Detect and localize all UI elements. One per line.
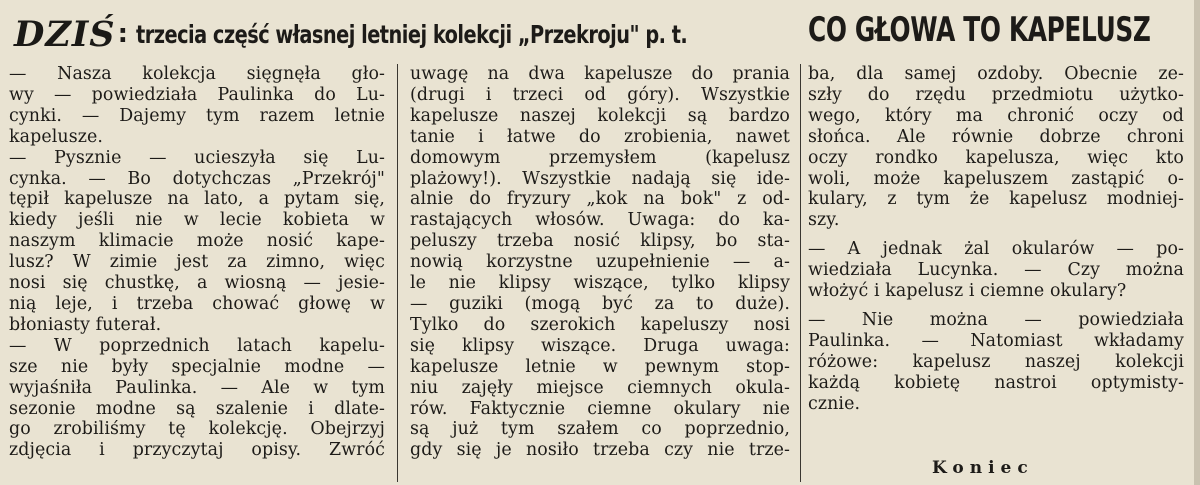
text-line: woli, może kapeluszem zastąpić o-: [808, 168, 1184, 189]
text-line: domowym przemysłem (kapelusz: [410, 147, 790, 168]
text-line: — Pysznie — ucieszyła się Lu-: [9, 147, 385, 168]
text-line: — guziki (mogą być za to duże).: [410, 293, 790, 314]
text-line: cynki. — Dajemy tym razem letnie: [9, 105, 385, 126]
text-line: kapelusze.: [9, 126, 103, 147]
text-line: [808, 302, 1184, 310]
text-line: nosi się chustkę, a wiosną — jesie-: [9, 273, 385, 294]
text-line: plażowy!). Wszystkie nadają się ide-: [410, 168, 790, 189]
text-column-2: [410, 64, 790, 461]
text-line: szy.: [808, 210, 840, 231]
text-line: się klipsy wiszące. Druga uwaga:: [410, 335, 790, 356]
column-rule-2: [800, 64, 801, 482]
text-line: każdą kobietę nastroi optymisty-: [808, 372, 1184, 393]
text-line: lusz? W zimie jest za zimno, więc: [9, 252, 385, 273]
koniec-label: Koniec: [932, 458, 1034, 478]
text-line: gdy się je nosiło trzeba czy nie trze-: [410, 440, 790, 461]
text-line: go zrobiliśmy tę kolekcję. Obejrzyj: [9, 419, 385, 440]
text-line: (drugi i trzeci od góry). Wszystkie: [410, 84, 790, 105]
text-line: kiedy jeśli nie w lecie kobieta w: [9, 210, 385, 231]
text-line: kulary, z tym że kapelusz modniej-: [808, 189, 1184, 210]
text-line: szły do rzędu przedmiotu użytko-: [808, 84, 1184, 105]
text-line: rastających włosów. Uwaga: do ka-: [410, 210, 790, 231]
text-line: wyjaśniła Paulinka. — Ale w tym: [9, 377, 385, 398]
subheadline: trzecia część własnej letniej kolekcji „Przekroju" p. t.: [135, 19, 688, 49]
text-line: peluszy trzeba nosić klipsy, bo sta-: [410, 231, 790, 252]
text-line: sze nie były specjalnie modne —: [9, 356, 385, 377]
text-line: rów. Faktycznie ciemne okulary nie: [410, 398, 790, 419]
text-line: tanie i łatwe do zrobienia, nawet: [410, 126, 790, 147]
text-line: uwagę na dwa kapelusze do prania: [410, 64, 790, 84]
column-rule-1: [397, 64, 398, 482]
article-title: CO GŁOWA TO KAPELUSZ: [808, 10, 1151, 50]
text-line: Tylko do szerokich kapeluszy nosi: [410, 314, 790, 335]
text-line: — Nasza kolekcja sięgnęła gło-: [9, 64, 385, 84]
dzis-colon: :: [117, 19, 128, 49]
text-line: wy — powiedziała Paulinka do Lu-: [9, 84, 385, 105]
text-line: ba, dla samej ozdoby. Obecnie ze-: [808, 64, 1184, 84]
text-line: — A jednak żal okularów — po-: [808, 239, 1184, 260]
page-edge: [1194, 0, 1200, 485]
text-line: oczy rondko kapelusza, więc kto: [808, 147, 1184, 168]
text-line: — W poprzednich latach kapelu-: [9, 335, 385, 356]
text-line: kapelusze letnie w pewnym stop-: [410, 356, 790, 377]
text-line: są już tym szałem co poprzednio,: [410, 419, 790, 440]
text-column-1: [9, 64, 385, 461]
text-line: Paulinka. — Natomiast wkładamy: [808, 330, 1184, 351]
text-line: kapelusze naszej kolekcji są bardzo: [410, 105, 790, 126]
text-line: nowią korzystne uzupełnienie — a-: [410, 252, 790, 273]
text-line: naszym klimacie może nosić kape-: [9, 231, 385, 252]
text-line: różowe: kapelusz naszej kolekcji: [808, 351, 1184, 372]
text-line: — Nie można — powiedziała: [808, 309, 1184, 330]
text-line: wego, który ma chronić oczy od: [808, 105, 1184, 126]
text-line: tępił kapelusze na lato, a pytam się,: [9, 189, 385, 210]
text-line: alnie do fryzury „kok na bok" z od-: [410, 189, 790, 210]
dzis-label: DZIŚ: [14, 13, 116, 55]
text-line: błoniasty futerał.: [9, 314, 162, 335]
text-line: cznie.: [808, 393, 861, 414]
text-line: słońca. Ale równie dobrze chroni: [808, 126, 1184, 147]
text-line: nią leje, i trzeba chować głowę w: [9, 293, 385, 314]
text-column-3: [808, 64, 1184, 415]
text-line: zdjęcia i przyczytaj opisy. Zwróć: [9, 440, 385, 461]
text-line: [808, 231, 1184, 239]
text-line: włożyć i kapelusz i ciemne okulary?: [808, 281, 1127, 302]
text-line: le nie klipsy wiszące, tylko klipsy: [410, 273, 790, 294]
text-line: wiedziała Lucynka. — Czy można: [808, 260, 1184, 281]
text-line: niu zajęły miejsce ciemnych okula-: [410, 377, 790, 398]
text-line: sezonie modne są szalenie i dlate-: [9, 398, 385, 419]
text-line: cynka. — Bo dotychczas „Przekrój": [9, 168, 385, 189]
